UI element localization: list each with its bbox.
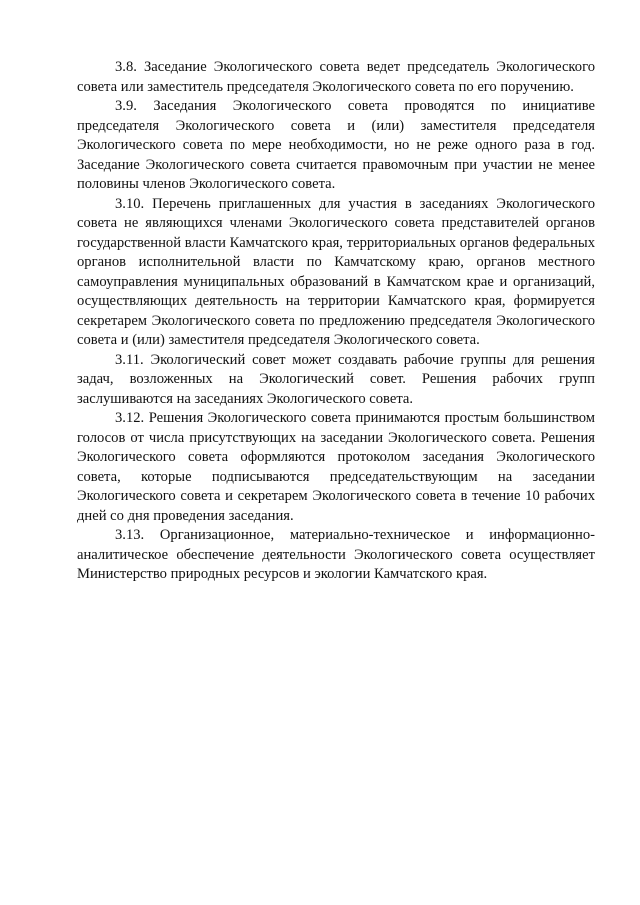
- paragraph-3-13: 3.13. Организационное, материально-техническое и информационно-аналитическое обеспечение деятельности Экологического совета осуществляет Министерство природных ресурсов и экологии Камчатского края.: [77, 527, 595, 582]
- paragraph-3-11: 3.11. Экологический совет может создавать рабочие группы для решения задач, возложенных на Экологический совет. Решения рабочих групп заслушиваются на заседаниях Экологического совета.: [77, 351, 595, 407]
- paragraph-3-8: 3.8. Заседание Экологического совета ведет председатель Экологического совета или заместитель председателя Экологического совета по его поручению.: [77, 59, 595, 95]
- paragraph-3-9: 3.9. Заседания Экологического совета проводятся по инициативе председателя Экологического совета и (или) заместителя председателя Экологического совета по мере необходимости, но не реже одного раза в год. Заседание Экологического совета считается правомочным при участии не менее половины членов Экологического совета.: [77, 98, 595, 192]
- document-body: [77, 58, 595, 585]
- paragraph-3-12: 3.12. Решения Экологического совета принимаются простым большинством голосов от числа присутствующих на заседании Экологического совета. Решения Экологического совета оформляются протоколом заседания Экологического совета, которые подписываются председательствующим на заседании Экологического совета и секретарем Экологического совета в течение 10 рабочих дней со дня проведения заседания.: [77, 410, 595, 524]
- paragraph-3-10: 3.10. Перечень приглашенных для участия в заседаниях Экологического совета не являющихся членами Экологического совета представителей органов государственной власти Камчатского края, территориальных органов федеральных органов исполнительной власти по Камчатскому краю, органов местного самоуправления муниципальных образований в Камчатском крае и организаций, осуществляющих деятельность на территории Камчатского края, формируется секретарем Экологического совета по предложению председателя Экологического совета и (или) заместителя председателя Экологического совета.: [77, 195, 595, 348]
